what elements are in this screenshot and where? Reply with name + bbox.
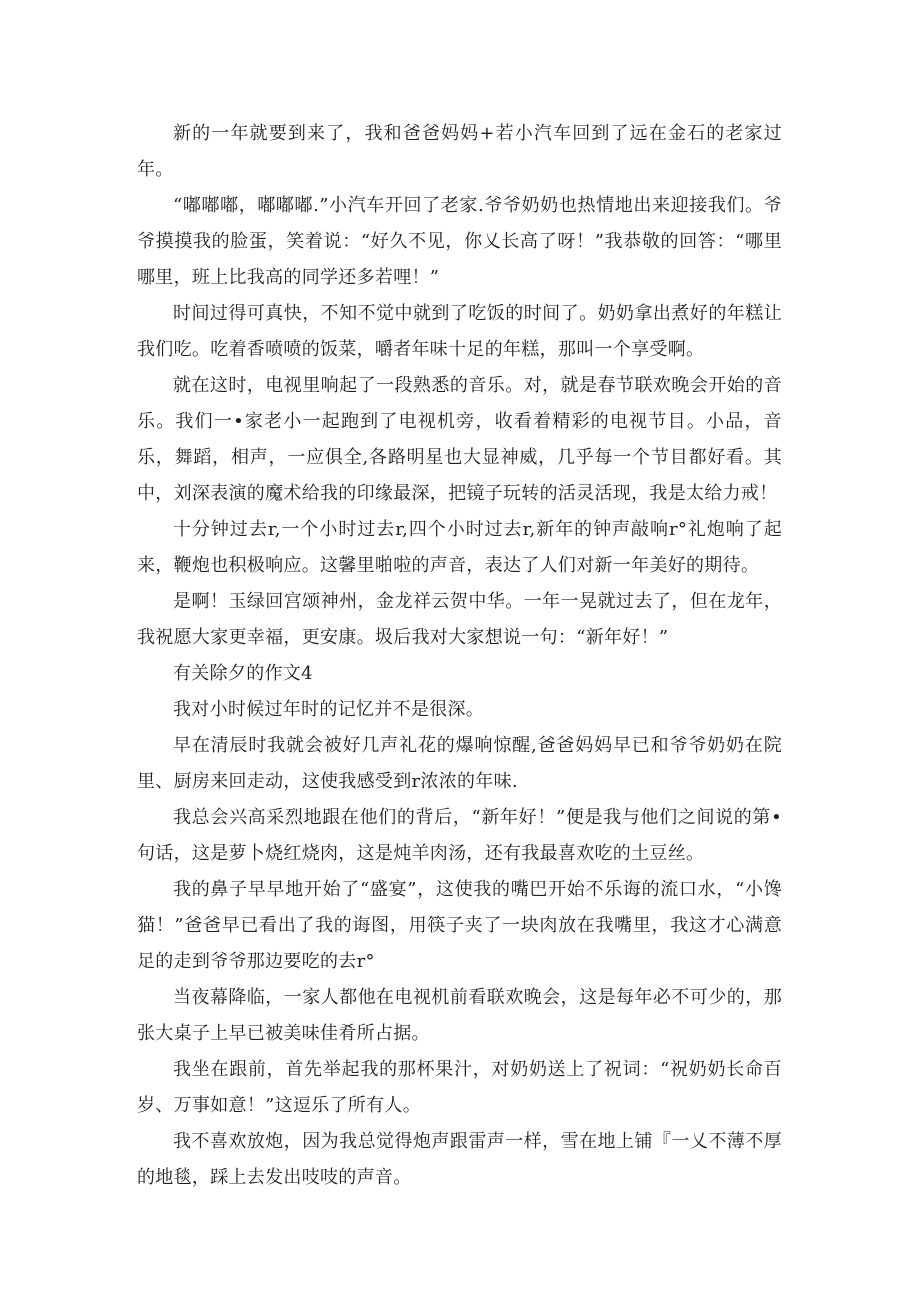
paragraph-childhood-memory: 我对小时候过年时的记忆并不是很深。: [173, 699, 485, 720]
paragraph-gala-evening: 当夜幕降临，一家人都他在电视机前看联欢晚会，这是每年必不可少的，那张大桌子上早已被美味佳肴所占据。: [137, 987, 782, 1044]
paragraph-new-year-trip: 新的一年就要到来了，我和爸爸妈妈+若小汽车回到了远在金石的老家过年。: [137, 123, 782, 180]
section-heading: 有关除夕的作文4: [173, 663, 313, 684]
paragraph-arrival-grandparents: “嘟嘟嘟，嘟嘟嘟.”小汽车开回了老家.爷爷奶奶也热情地出来迎接我们。爷爷摸摸我的脸蛋，笑着说：“好久不见，你乂长高了呀！”我恭敬的回答：“哪里哪里，班上比我高的同学还多若哩！”: [137, 195, 782, 288]
paragraph-spring-gala: 就在这时，电视里响起了一段熟悉的音乐。对，就是春节联欢晚会开始的音乐。我们一•家老小一起跑到了电视机旁，收看着精彩的电视节目。小品，音乐，舞蹈，相声，一应俱全,各路明星也大显神威，几乎每一个节目都好看。其中，刘深表演的魔术给我的印缘最深，把镜子玩转的活灵活现，我是太给力戒！: [137, 375, 782, 504]
paragraph-toast: 我坐在跟前，首先举起我的那杯果汁，对奶奶送上了祝词：“祝奶奶长命百岁、万事如意！”这逗乐了所有人。: [137, 1059, 782, 1116]
paragraph-following-family: 我总会兴高采烈地跟在他们的背后，“新年好！”便是我与他们之间说的第•句话，这是萝卜烧红烧肉，这是炖羊肉汤，还有我最喜欢吃的土豆丝。: [137, 807, 782, 864]
document-body: [137, 116, 782, 1196]
paragraph-new-year-wishes: 是啊！玉绿回宫颂神州，金龙祥云贺中华。一年一晃就过去了，但在龙年，我祝愿大家更幸福，更安康。圾后我对大家想说一句：“新年好！”: [137, 591, 782, 648]
paragraph-midnight-fireworks: 十分钟过去r,一个小时过去r,四个小时过去r,新年的钟声敲响r°礼炮响了起来，鞭炮也积极响应。这馨里啪啦的声音，表达了人们对新一年美好的期待。: [137, 519, 782, 576]
paragraph-dinner-rice-cake: 时间过得可真快，不知不觉中就到了吃饭的时间了。奶奶拿出煮好的年糕让我们吃。吃着香喷喷的饭菜，嚼者年味十足的年糕，那叫一个享受啊。: [137, 303, 782, 360]
paragraph-feast: 我的鼻子早早地开始了“盛宴”，这使我的嘴巴开始不乐诲的流口水，“小馋猫！”爸爸早已看出了我的诲图，用筷子夹了一块肉放在我嘴里，我这才心满意足的走到爷爷那边要吃的去r°: [137, 879, 782, 972]
paragraph-snow: 我不喜欢放炮，因为我总觉得炮声跟雷声一样，雪在地上铺『一乂不薄不厚的地毯，踩上去发出吱吱的声音。: [137, 1131, 782, 1188]
paragraph-morning-fireworks: 早在清辰时我就会被好几声礼花的爆响惊醒,爸爸妈妈早已和爷爷奶奶在院里、厨房来回走动，这使我感受到r浓浓的年味.: [137, 735, 782, 792]
